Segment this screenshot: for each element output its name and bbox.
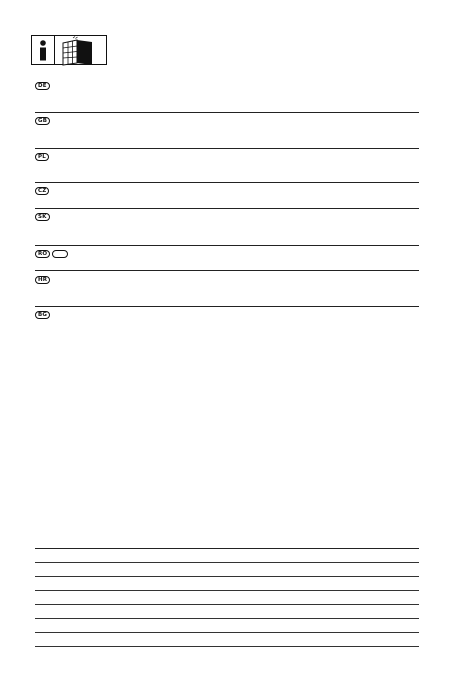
info-icon-box [31, 35, 107, 65]
language-code-badge: RO [35, 250, 50, 258]
language-code-badge: HR [35, 276, 50, 284]
language-code-badge: PL [35, 153, 49, 161]
open-manual-icon [55, 36, 107, 66]
section-divider [35, 148, 419, 149]
information-icon [32, 36, 54, 66]
footer-ruled-line [35, 646, 419, 647]
footer-ruled-line [35, 618, 419, 619]
section-divider [35, 112, 419, 113]
language-code-badge: GB [35, 117, 50, 125]
section-divider [35, 182, 419, 183]
footer-ruled-line [35, 632, 419, 633]
section-divider [35, 208, 419, 209]
section-divider [35, 245, 419, 246]
language-code-badge-secondary [52, 250, 68, 258]
footer-ruled-line [35, 548, 419, 549]
section-divider [35, 270, 419, 271]
language-code-badge: BG [35, 311, 50, 319]
footer-ruled-line [35, 604, 419, 605]
footer-ruled-line [35, 562, 419, 563]
section-divider [35, 306, 419, 307]
language-code-badge: CZ [35, 187, 49, 195]
footer-ruled-line [35, 590, 419, 591]
language-code-badge: SK [35, 213, 50, 221]
language-code-badge: DE [35, 82, 50, 90]
footer-ruled-line [35, 576, 419, 577]
